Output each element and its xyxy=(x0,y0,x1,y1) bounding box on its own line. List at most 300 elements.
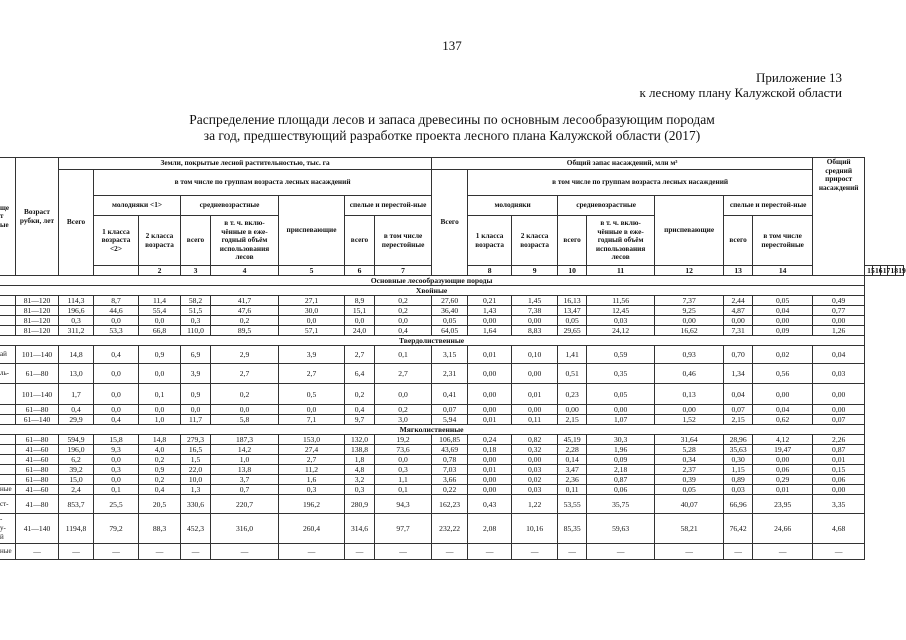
table-cell: 2,7 xyxy=(345,346,375,364)
table-cell: 0,01 xyxy=(468,465,512,475)
table-cell: 0,11 xyxy=(558,485,587,495)
table-cell: 53,3 xyxy=(94,326,139,336)
table-cell: 1,7 xyxy=(59,384,94,405)
table-cell: 13,0 xyxy=(59,364,94,384)
header-area-by-age: в том числе по группам возраста лесных насаждений xyxy=(94,170,432,196)
table-cell: 279,3 xyxy=(181,435,211,445)
table-cell: — xyxy=(655,544,724,560)
table-cell: 0,3 xyxy=(279,485,345,495)
table-cell: 0,07 xyxy=(724,405,753,415)
table-cell: 853,7 xyxy=(59,495,94,514)
table-cell: 330,6 xyxy=(181,495,211,514)
table-cell: 0,3 xyxy=(59,316,94,326)
table-cell: 0,11 xyxy=(512,415,558,425)
table-row xyxy=(0,415,904,425)
table-cell: 0,05 xyxy=(558,316,587,326)
table-cell: 220,7 xyxy=(211,495,279,514)
table-cell: 0,87 xyxy=(587,475,655,485)
table-cell: 2,36 xyxy=(558,475,587,485)
table-cell: 1,26 xyxy=(813,326,865,336)
header-stock-class2: 2 класса возраста xyxy=(512,216,558,266)
header-area-overmature: в том числе перестойные xyxy=(375,216,432,266)
table-cell: 0,2 xyxy=(211,384,279,405)
table-cell: 9,7 xyxy=(345,415,375,425)
header-stock-middle: средневозрастные xyxy=(558,196,655,216)
table-cell: 0,2 xyxy=(375,306,432,316)
table-cell: 0,00 xyxy=(813,485,865,495)
table-row xyxy=(0,455,904,465)
table-cell: 0,00 xyxy=(512,455,558,465)
table-cell: 2,7 xyxy=(279,364,345,384)
table-cell: 64,05 xyxy=(432,326,468,336)
table-cell: 31,64 xyxy=(655,435,724,445)
table-cell: 0,56 xyxy=(753,364,813,384)
row-label xyxy=(0,455,16,465)
table-cell: 0,70 xyxy=(724,346,753,364)
table-cell: 0,00 xyxy=(813,316,865,326)
table-cell: 40,07 xyxy=(655,495,724,514)
table-cell: 0,93 xyxy=(655,346,724,364)
row-label xyxy=(0,306,16,316)
table-cell: 58,21 xyxy=(655,514,724,544)
table-row xyxy=(0,465,904,475)
table-cell: 0,43 xyxy=(468,495,512,514)
table-cell: 0,62 xyxy=(753,415,813,425)
table-cell: 0,30 xyxy=(724,455,753,465)
table-cell: 16,62 xyxy=(655,326,724,336)
row-label xyxy=(0,296,16,306)
header-area-mature: спелые и перестой-ные xyxy=(345,196,432,216)
table-cell: — xyxy=(512,544,558,560)
table-cell: 9,25 xyxy=(655,306,724,316)
table-cell: 14,2 xyxy=(211,445,279,455)
header-area-class2: 2 класса возраста xyxy=(139,216,181,266)
table-cell: 6,2 xyxy=(59,455,94,465)
header-area-class1: 1 класса возраста <2> xyxy=(94,216,139,266)
table-cell: — xyxy=(59,544,94,560)
table-cell: 10,16 xyxy=(512,514,558,544)
table-cell: 16,5 xyxy=(181,445,211,455)
table-cell: 0,07 xyxy=(813,415,865,425)
table-cell: 0,9 xyxy=(139,346,181,364)
table-cell: 0,9 xyxy=(139,465,181,475)
table-cell: — xyxy=(724,544,753,560)
table-cell: 0,06 xyxy=(813,475,865,485)
table-cell: 1194,8 xyxy=(59,514,94,544)
header-growth: Общий средний прирост насаждений xyxy=(813,158,865,276)
table-cell: 2,37 xyxy=(655,465,724,475)
table-cell: 452,3 xyxy=(181,514,211,544)
table-row xyxy=(0,485,904,495)
table-cell: 61—80 xyxy=(16,475,59,485)
table-cell: 30,0 xyxy=(279,306,345,316)
table-cell: 12,45 xyxy=(587,306,655,316)
header-stock-young: молодняки xyxy=(468,196,558,216)
table-cell: 16,13 xyxy=(558,296,587,306)
table-cell: 0,00 xyxy=(512,405,558,415)
table-cell: 0,0 xyxy=(345,316,375,326)
table-body xyxy=(0,276,904,560)
table-cell: 0,7 xyxy=(211,485,279,495)
table-cell: 94,3 xyxy=(375,495,432,514)
table-cell: 30,3 xyxy=(587,435,655,445)
table-row xyxy=(0,435,904,445)
table-cell: 138,8 xyxy=(345,445,375,455)
table-cell: 0,2 xyxy=(345,384,375,405)
table-cell: 61—80 xyxy=(16,364,59,384)
row-label xyxy=(0,384,16,405)
table-cell: 0,0 xyxy=(211,405,279,415)
table-cell: 13,8 xyxy=(211,465,279,475)
table-cell: 1,0 xyxy=(211,455,279,465)
header-stock-group: Общий запас насаждений, млн м³ xyxy=(432,158,813,170)
table-cell: 19,47 xyxy=(753,445,813,455)
header-stock-ripening: приспевающие xyxy=(655,196,724,266)
table-cell: 81—120 xyxy=(16,326,59,336)
table-cell: 0,0 xyxy=(139,316,181,326)
table-cell: 4,0 xyxy=(139,445,181,455)
table-cell: 73,6 xyxy=(375,445,432,455)
column-number: 8 xyxy=(468,266,512,276)
table-cell: 0,78 xyxy=(432,455,468,465)
table-cell: 79,2 xyxy=(94,514,139,544)
table-cell: 0,03 xyxy=(512,465,558,475)
table-cell: 11,2 xyxy=(279,465,345,475)
row-label xyxy=(0,465,16,475)
table-cell: 106,85 xyxy=(432,435,468,445)
table-cell: 0,06 xyxy=(587,485,655,495)
table-cell: 0,51 xyxy=(558,364,587,384)
table-cell: 0,00 xyxy=(655,405,724,415)
table-cell: 0,01 xyxy=(468,346,512,364)
header-stock-middle-incl: в т. ч. вклю-чённые в еже-годный объём использования лесов xyxy=(587,216,655,266)
header-species: ще т ые xyxy=(0,158,16,276)
table-row xyxy=(0,495,904,514)
table-cell: 260,4 xyxy=(279,514,345,544)
table-cell: 232,22 xyxy=(432,514,468,544)
table-cell: 0,01 xyxy=(753,485,813,495)
table-cell: 0,3 xyxy=(94,465,139,475)
column-number: 11 xyxy=(587,266,655,276)
column-number: 15 xyxy=(865,266,873,276)
column-number: 3 xyxy=(181,266,211,276)
table-cell: 43,69 xyxy=(432,445,468,455)
table-cell: 0,03 xyxy=(724,485,753,495)
table-cell: 110,0 xyxy=(181,326,211,336)
table-title xyxy=(0,112,904,144)
table-cell: 97,7 xyxy=(375,514,432,544)
header-area-group: Земли, покрытые лесной растительностью, тыс. га xyxy=(59,158,432,170)
header-stock-mature-all: всего xyxy=(724,216,753,266)
table-row xyxy=(0,364,904,384)
table-cell: 11,4 xyxy=(139,296,181,306)
table-cell: 0,00 xyxy=(468,485,512,495)
table-cell: 25,5 xyxy=(94,495,139,514)
table-cell: 5,8 xyxy=(211,415,279,425)
table-row xyxy=(0,306,904,316)
table-cell: 0,3 xyxy=(181,316,211,326)
table-cell: 23,95 xyxy=(753,495,813,514)
table-cell: 0,00 xyxy=(468,364,512,384)
table-cell: 8,7 xyxy=(94,296,139,306)
table-cell: 7,37 xyxy=(655,296,724,306)
header-stock-overmature: в том числе перестойные xyxy=(753,216,813,266)
table-cell: — xyxy=(587,544,655,560)
table-cell: 13,47 xyxy=(558,306,587,316)
table-cell: 89,5 xyxy=(211,326,279,336)
table-cell: 196,2 xyxy=(279,495,345,514)
table-cell: 61—140 xyxy=(16,415,59,425)
table-cell: 0,21 xyxy=(468,296,512,306)
section-row-conifer xyxy=(0,286,904,296)
table-cell: 1,15 xyxy=(724,465,753,475)
table-cell: 1,34 xyxy=(724,364,753,384)
section-title: Твердолиственные xyxy=(0,336,865,346)
table-cell: 27,4 xyxy=(279,445,345,455)
table-cell: 153,0 xyxy=(279,435,345,445)
table-cell: 0,15 xyxy=(813,465,865,475)
table-cell: 0,01 xyxy=(512,384,558,405)
table-cell: 35,75 xyxy=(587,495,655,514)
table-cell: 311,2 xyxy=(59,326,94,336)
table-cell: 61—80 xyxy=(16,465,59,475)
row-label: ные xyxy=(0,544,16,560)
header-area-middle-all: всего xyxy=(181,216,211,266)
table-cell: 10,0 xyxy=(181,475,211,485)
table-cell: 81—120 xyxy=(16,316,59,326)
table-cell: 0,41 xyxy=(432,384,468,405)
table-cell: 0,0 xyxy=(279,316,345,326)
table-cell: 41—60 xyxy=(16,485,59,495)
table-cell: 1,8 xyxy=(345,455,375,465)
column-number: 12 xyxy=(655,266,724,276)
table-cell: 5,94 xyxy=(432,415,468,425)
table-cell: 280,9 xyxy=(345,495,375,514)
section-title: Основные лесообразующие породы xyxy=(0,276,865,286)
table-cell: 0,00 xyxy=(655,316,724,326)
table-cell: 0,4 xyxy=(345,405,375,415)
table-cell: 0,00 xyxy=(587,405,655,415)
table-cell: 0,00 xyxy=(813,384,865,405)
table-row xyxy=(0,326,904,336)
table-cell: 39,2 xyxy=(59,465,94,475)
row-label: ные xyxy=(0,485,16,495)
table-cell: 57,1 xyxy=(279,326,345,336)
table-cell: 41—60 xyxy=(16,445,59,455)
table-cell: 0,1 xyxy=(139,384,181,405)
table-row xyxy=(0,316,904,326)
table-cell: 3,15 xyxy=(432,346,468,364)
table-cell: 2,18 xyxy=(587,465,655,475)
table-cell: 0,00 xyxy=(468,384,512,405)
table-cell: 0,0 xyxy=(94,364,139,384)
table-cell: — xyxy=(813,544,865,560)
table-cell: 0,0 xyxy=(139,364,181,384)
table-cell: 0,14 xyxy=(558,455,587,465)
table-cell: 1,6 xyxy=(279,475,345,485)
table-cell: 66,8 xyxy=(139,326,181,336)
table-cell: 132,0 xyxy=(345,435,375,445)
column-number: 5 xyxy=(279,266,345,276)
table-cell: 6,9 xyxy=(181,346,211,364)
table-cell: 0,00 xyxy=(753,384,813,405)
row-label: ай xyxy=(0,346,16,364)
table-cell: 19,2 xyxy=(375,435,432,445)
table-cell: 114,3 xyxy=(59,296,94,306)
table-cell: — xyxy=(139,544,181,560)
table-cell: 0,02 xyxy=(753,346,813,364)
table-cell: 11,56 xyxy=(587,296,655,306)
table-cell: — xyxy=(432,544,468,560)
table-cell: 29,9 xyxy=(59,415,94,425)
row-label: - у- й xyxy=(0,514,16,544)
column-number: 16 xyxy=(872,266,880,276)
table-cell: 0,34 xyxy=(655,455,724,465)
table-cell: 0,4 xyxy=(94,415,139,425)
table-cell: 8,83 xyxy=(512,326,558,336)
table-cell: 0,04 xyxy=(724,384,753,405)
table-cell: 51,5 xyxy=(181,306,211,316)
column-number: 19 xyxy=(896,266,904,276)
section-title: Хвойные xyxy=(0,286,865,296)
table-cell: 2,4 xyxy=(59,485,94,495)
table-cell: 2,44 xyxy=(724,296,753,306)
table-cell: 0,03 xyxy=(512,485,558,495)
table-cell: 61—80 xyxy=(16,405,59,415)
table-cell: 0,01 xyxy=(468,415,512,425)
table-cell: 0,0 xyxy=(94,405,139,415)
table-cell: 3,0 xyxy=(375,415,432,425)
table-cell: 187,3 xyxy=(211,435,279,445)
table-cell: 0,2 xyxy=(139,455,181,465)
table-cell: 7,38 xyxy=(512,306,558,316)
table-cell: 0,0 xyxy=(375,455,432,465)
table-cell: 85,35 xyxy=(558,514,587,544)
column-number: 4 xyxy=(211,266,279,276)
forest-stock-table xyxy=(0,157,904,560)
table-cell: 3,66 xyxy=(432,475,468,485)
table-cell: 594,9 xyxy=(59,435,94,445)
table-cell: 101—140 xyxy=(16,384,59,405)
table-cell: — xyxy=(211,544,279,560)
table-cell: 0,49 xyxy=(813,296,865,306)
table-cell: 0,03 xyxy=(587,316,655,326)
table-cell: 0,05 xyxy=(655,485,724,495)
table-cell: 101—140 xyxy=(16,346,59,364)
table-cell: 162,23 xyxy=(432,495,468,514)
table-cell: 7,03 xyxy=(432,465,468,475)
table-cell: 2,7 xyxy=(211,364,279,384)
table-cell: 24,0 xyxy=(345,326,375,336)
table-cell: 81—120 xyxy=(16,296,59,306)
table-cell: 0,00 xyxy=(512,364,558,384)
table-cell: 0,09 xyxy=(587,455,655,465)
table-cell: 1,43 xyxy=(468,306,512,316)
header-area-young: молодняки <1> xyxy=(94,196,181,216)
table-cell: 0,87 xyxy=(813,445,865,455)
table-cell: 0,46 xyxy=(655,364,724,384)
table-cell: 24,66 xyxy=(753,514,813,544)
table-cell: 0,00 xyxy=(753,455,813,465)
table-cell: 0,13 xyxy=(655,384,724,405)
row-label xyxy=(0,415,16,425)
table-cell: 314,6 xyxy=(345,514,375,544)
table-cell: 3,9 xyxy=(279,346,345,364)
table-cell: 2,7 xyxy=(375,364,432,384)
table-cell: 27,1 xyxy=(279,296,345,306)
header-area-total: Всего xyxy=(59,170,94,276)
table-cell: 0,0 xyxy=(181,405,211,415)
table-cell: 0,39 xyxy=(655,475,724,485)
table-cell: — xyxy=(468,544,512,560)
table-cell: 1,1 xyxy=(375,475,432,485)
column-number: 14 xyxy=(753,266,813,276)
table-cell: 0,4 xyxy=(59,405,94,415)
table-row xyxy=(0,346,904,364)
table-cell: 41—140 xyxy=(16,514,59,544)
row-label xyxy=(0,475,16,485)
table-cell: 7,1 xyxy=(279,415,345,425)
table-cell: 0,3 xyxy=(375,465,432,475)
table-cell: 0,4 xyxy=(375,326,432,336)
table-row xyxy=(0,475,904,485)
table-cell: 1,96 xyxy=(587,445,655,455)
table-cell: 1,52 xyxy=(655,415,724,425)
table-row xyxy=(0,405,904,415)
table-cell: 0,04 xyxy=(753,405,813,415)
table-cell: 81—120 xyxy=(16,306,59,316)
row-label: ль- xyxy=(0,364,16,384)
header-stock-mature: спелые и перестой-ные xyxy=(724,196,813,216)
table-cell: 0,02 xyxy=(512,475,558,485)
table-cell: 0,00 xyxy=(512,316,558,326)
table-cell: 3,7 xyxy=(211,475,279,485)
row-label xyxy=(0,445,16,455)
row-label xyxy=(0,405,16,415)
column-number: 9 xyxy=(512,266,558,276)
table-cell: 0,18 xyxy=(468,445,512,455)
table-row xyxy=(0,544,904,560)
column-number: 6 xyxy=(345,266,375,276)
page-number: 137 xyxy=(442,38,462,53)
table-cell: 7,31 xyxy=(724,326,753,336)
table-cell: — xyxy=(345,544,375,560)
table-cell: 61—80 xyxy=(16,435,59,445)
table-cell: 47,6 xyxy=(211,306,279,316)
table-cell: 88,3 xyxy=(139,514,181,544)
table-cell: 0,3 xyxy=(345,485,375,495)
table-cell: 0,00 xyxy=(558,405,587,415)
column-number xyxy=(94,266,139,276)
table-cell: 15,1 xyxy=(345,306,375,316)
table-cell: 22,0 xyxy=(181,465,211,475)
header-area-middle-incl: в т. ч. вклю-чённые в еже-годный объём использования лесов xyxy=(211,216,279,266)
table-cell: 3,9 xyxy=(181,364,211,384)
table-cell: 1,22 xyxy=(512,495,558,514)
table-cell: 0,2 xyxy=(211,316,279,326)
column-number: 10 xyxy=(558,266,587,276)
table-cell: 35,63 xyxy=(724,445,753,455)
table-cell: 66,96 xyxy=(724,495,753,514)
table-cell: 55,4 xyxy=(139,306,181,316)
table-cell: 3,2 xyxy=(345,475,375,485)
table-cell: 0,5 xyxy=(279,384,345,405)
table-cell: 41—80 xyxy=(16,495,59,514)
table-cell: 27,60 xyxy=(432,296,468,306)
header-age: Возраст рубки, лет xyxy=(16,158,59,276)
table-cell: 4,68 xyxy=(813,514,865,544)
table-cell: 2,28 xyxy=(558,445,587,455)
